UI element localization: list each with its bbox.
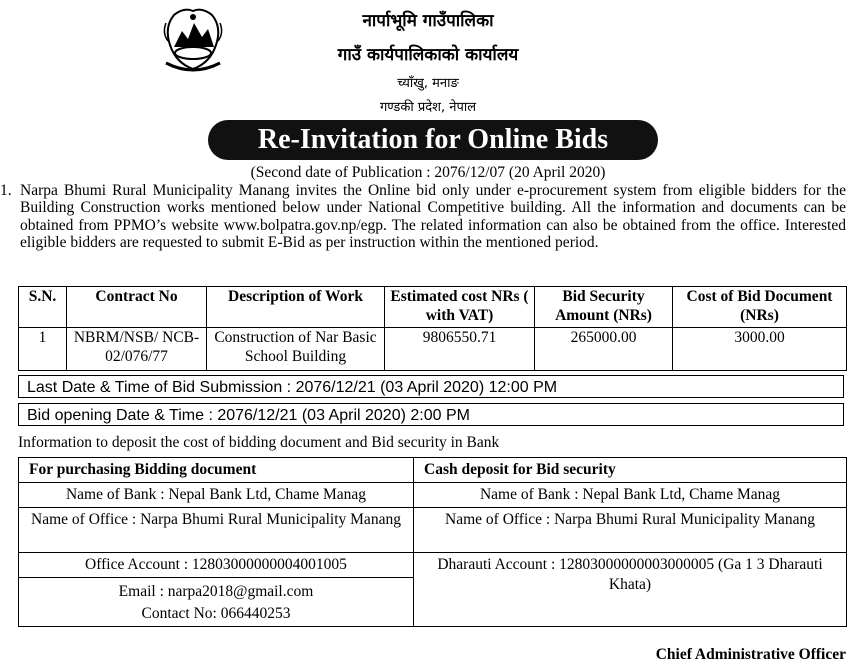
bidding-document-header: For purchasing Bidding document (19, 458, 414, 483)
table-cell: Construction of Nar Basic School Building (207, 328, 385, 371)
office-name-line1: नार्पाभूमि गाउँपालिका (362, 11, 494, 31)
table-row (19, 483, 847, 508)
column-header: Estimated cost NRs ( with VAT) (385, 287, 535, 328)
table-cell: NBRM/NSB/ NCB-02/076/77 (67, 328, 207, 371)
bid-details-table (18, 286, 847, 371)
office-name-right: Name of Office : Narpa Bhumi Rural Municipality Manang (414, 508, 847, 553)
account-cell-left (19, 553, 414, 627)
table-header-row (19, 287, 847, 328)
office-account: Office Account : 12803000000004001005 (19, 553, 413, 578)
table-cell: 1 (19, 328, 67, 371)
bank-name-left: Name of Bank : Nepal Bank Ltd, Chame Manag (19, 483, 414, 508)
column-header: Contract No (67, 287, 207, 328)
opening-date: Bid opening Date & Time : 2076/12/21 (03 April 2020) 2:00 PM (18, 403, 844, 426)
paragraph-text: Narpa Bhumi Rural Municipality Manang invites the Online bid only under e-procurement system from eligible bidders for the Building Construction works mentioned below under National Competitive building. All the information and documents can be obtained from PPMO’s website www.bolpatra.gov.np/egp. The related information can also be obtained from the office. Interested eligible bidders are requested to submit E-Bid as per instruction within the mentioned period. (20, 182, 846, 252)
bid-security-header: Cash deposit for Bid security (414, 458, 847, 483)
column-header: Bid Security Amount (NRs) (535, 287, 673, 328)
signatory: Chief Administrative Officer (655, 646, 846, 663)
table-row (19, 553, 847, 627)
office-address-line1: च्याँखु, मनाङ (397, 76, 459, 91)
email: Email : narpa2018@gmail.com (118, 583, 314, 600)
table-row (19, 508, 847, 553)
column-header: Description of Work (207, 287, 385, 328)
notice-title: Re-Invitation for Online Bids (208, 120, 658, 160)
paragraph-number: 1. (0, 182, 12, 199)
submission-deadline: Last Date & Time of Bid Submission : 2076/12/21 (03 April 2020) 12:00 PM (18, 375, 844, 398)
office-address-line2: गण्डकी प्रदेश, नेपाल (379, 100, 477, 115)
contact-number: Contact No: 066440253 (141, 605, 291, 622)
table-cell: 265000.00 (535, 328, 673, 371)
notice-paragraph (0, 182, 846, 252)
table-row (19, 328, 847, 371)
dharauti-account: Dharauti Account : 12803000000003000005 (Ga 1 3 Dharauti Khata) (414, 553, 847, 627)
bank-details-table (18, 457, 847, 627)
bank-info-title: Information to deposit the cost of bidding document and Bid security in Bank (18, 434, 500, 451)
office-name-line2: गाउँ कार्यपालिकाको कार्यालय (337, 45, 519, 65)
table-header-row (19, 458, 847, 483)
table-cell: 9806550.71 (385, 328, 535, 371)
publication-date: (Second date of Publication : 2076/12/07 (20 April 2020) (250, 164, 606, 181)
column-header: S.N. (19, 287, 67, 328)
office-name-left: Name of Office : Narpa Bhumi Rural Municipality Manang (19, 508, 414, 553)
column-header: Cost of Bid Document (NRs) (673, 287, 847, 328)
table-cell: 3000.00 (673, 328, 847, 371)
bank-name-right: Name of Bank : Nepal Bank Ltd, Chame Manag (414, 483, 847, 508)
